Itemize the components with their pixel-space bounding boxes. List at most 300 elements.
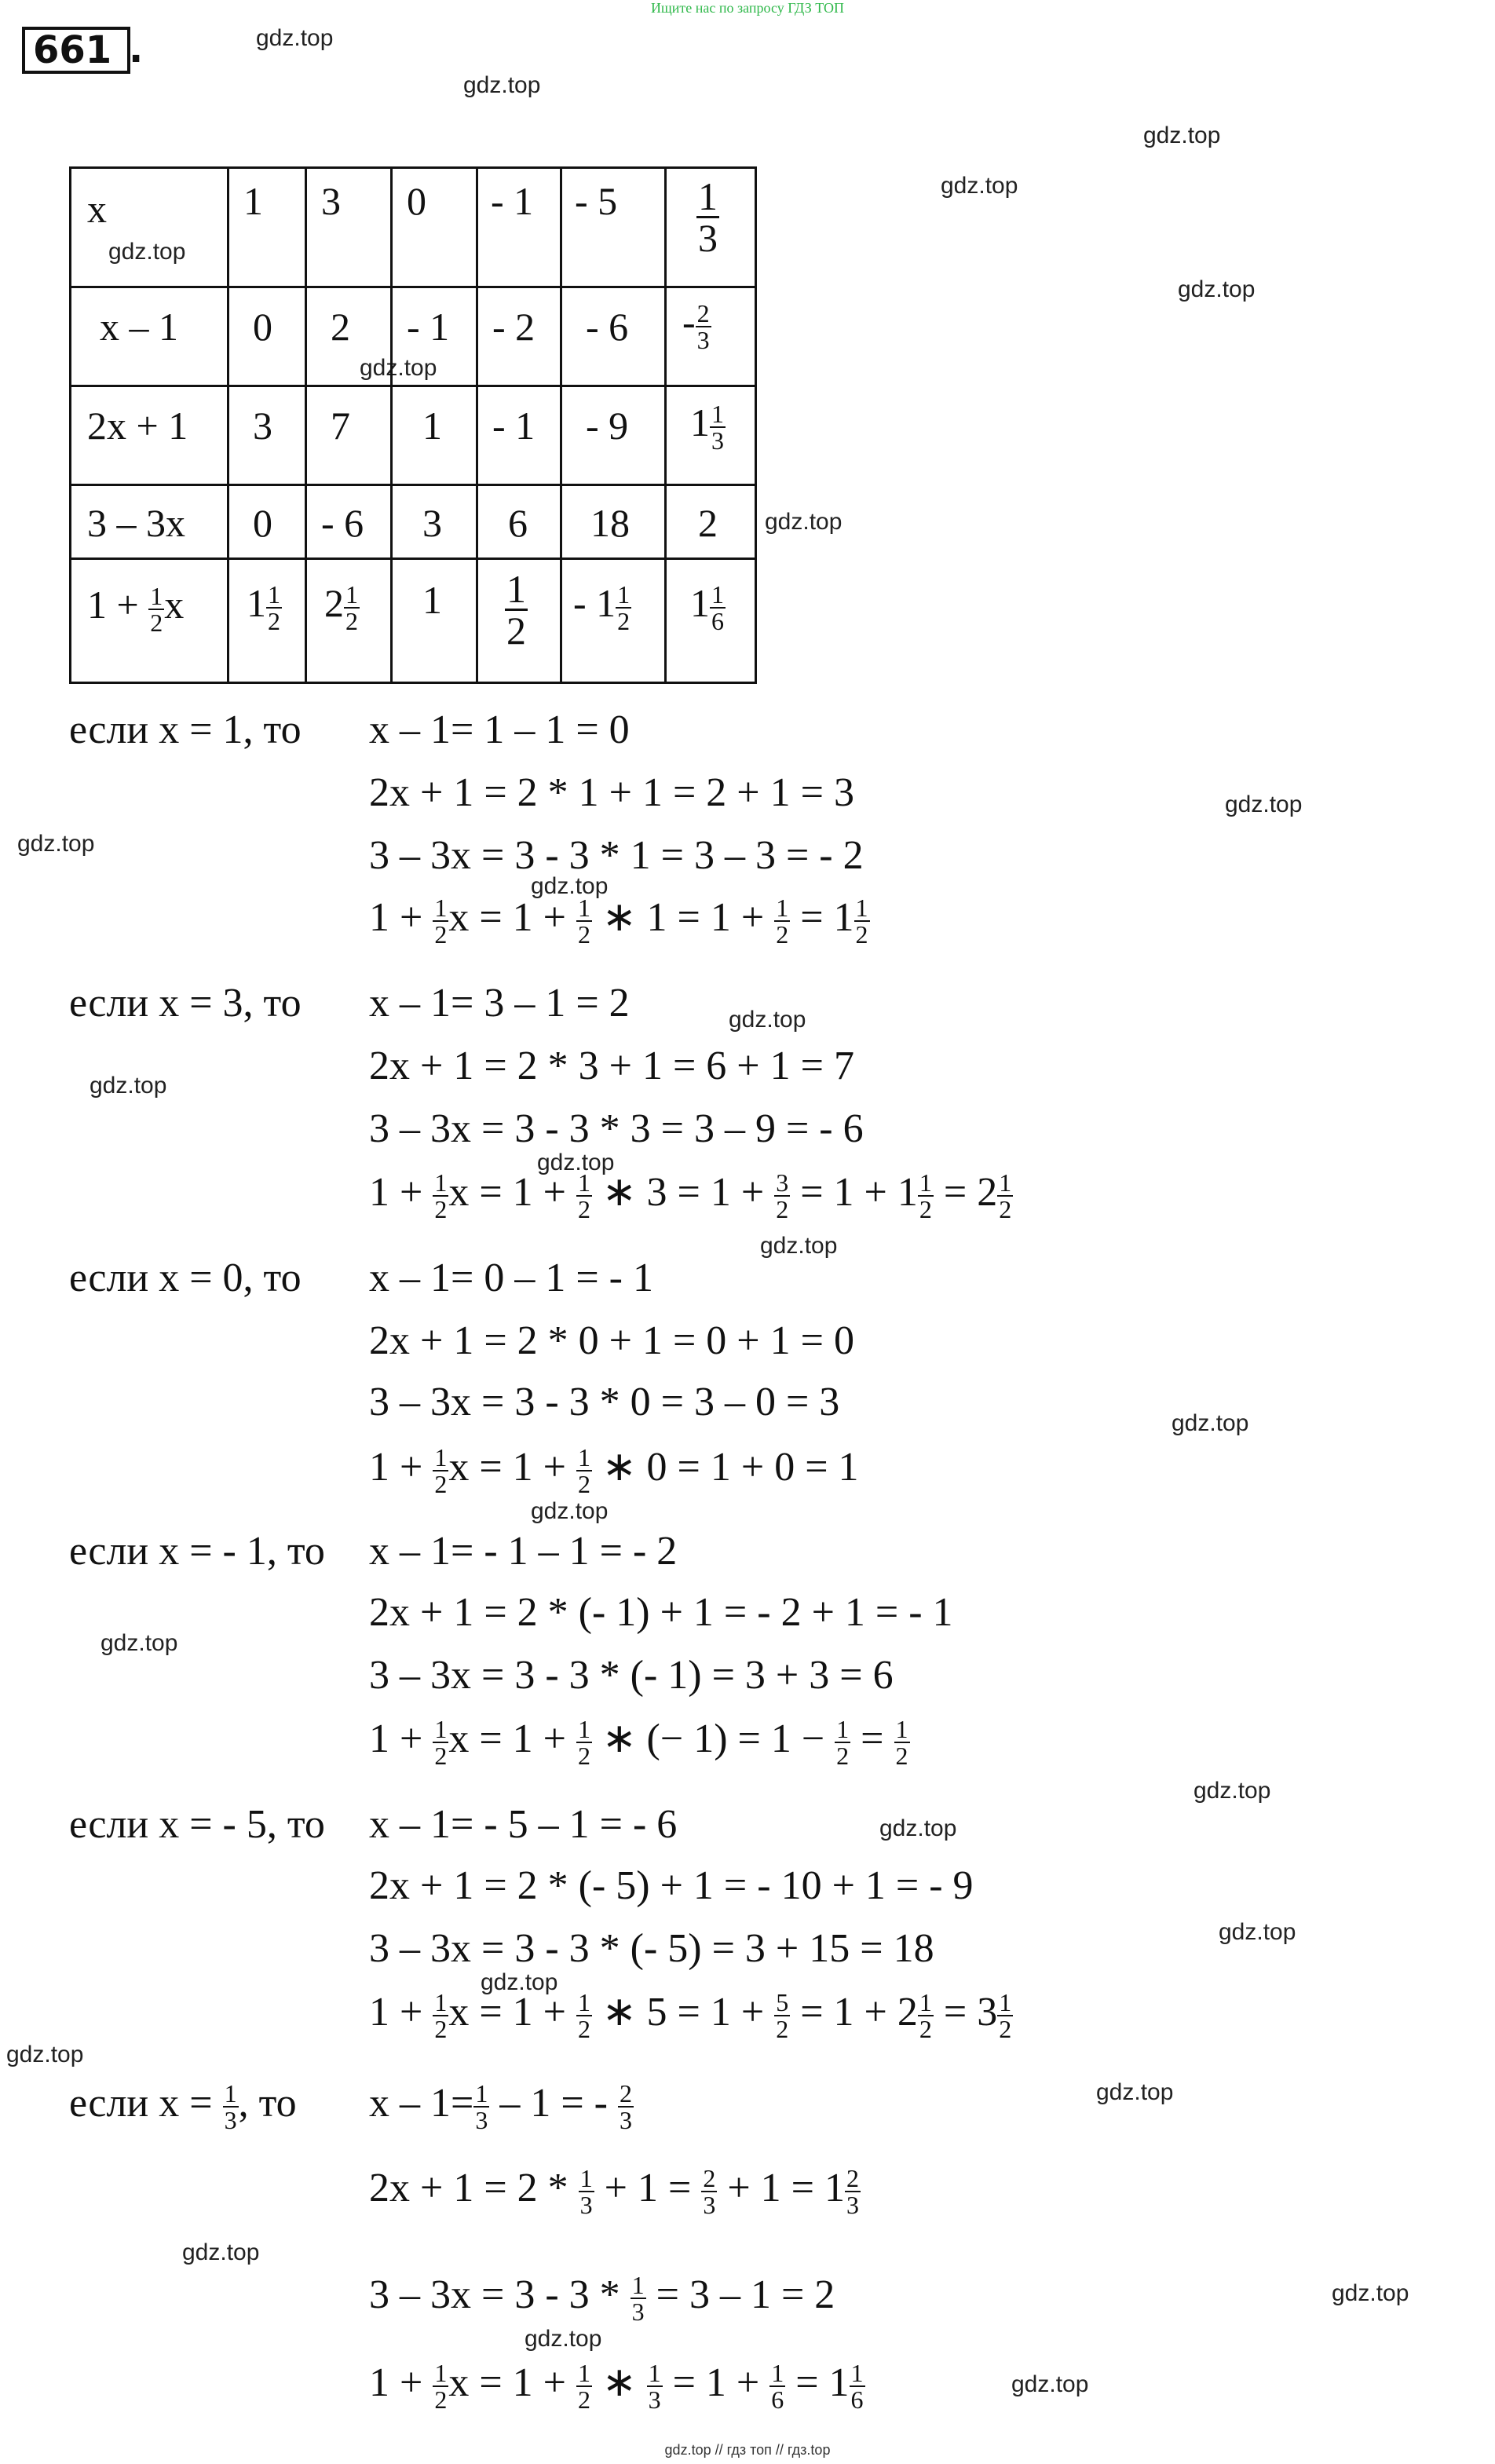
equation-line: [369, 1716, 910, 1768]
table-row: [71, 386, 756, 485]
top-banner: Ищите нас по запросу ГДЗ ТОП: [650, 0, 845, 16]
whole-part: 1: [596, 581, 616, 625]
watermark: gdz.top: [360, 355, 437, 381]
denominator: 2: [434, 2385, 448, 2414]
minus-sign: -: [682, 300, 696, 344]
watermark: gdz.top: [481, 1969, 558, 1995]
fraction: [433, 895, 448, 947]
numerator: 1: [345, 579, 358, 609]
denominator: 2: [434, 1195, 448, 1223]
watermark: gdz.top: [879, 1815, 957, 1841]
denominator: 2: [268, 606, 280, 635]
fraction: [618, 2081, 634, 2133]
fraction: [647, 2360, 663, 2412]
eq-part: x = 1 +: [448, 894, 566, 940]
fraction: [433, 1716, 448, 1768]
cell-value: 3: [321, 179, 341, 223]
denominator: 6: [850, 2385, 864, 2414]
fraction: [710, 579, 726, 635]
fraction: [223, 2081, 239, 2133]
denominator: 3: [696, 325, 710, 354]
fraction: [696, 174, 719, 260]
case-label: если x = 1, то: [69, 707, 302, 752]
equation-line: x – 1= 0 – 1 = - 1: [369, 1256, 653, 1300]
row-label: [71, 168, 228, 287]
fraction-cell: [247, 580, 282, 634]
row-label: [71, 485, 228, 559]
watermark: gdz.top: [1143, 122, 1221, 148]
eq-part: x = 1 +: [448, 1989, 566, 2034]
fraction: [576, 2360, 592, 2412]
denominator: 2: [776, 920, 789, 949]
fraction-cell: [690, 400, 726, 453]
numerator: 1: [776, 894, 789, 922]
equation-line: 2x + 1 = 2 * 0 + 1 = 0 + 1 = 0: [369, 1318, 854, 1363]
fraction-cell: [690, 580, 726, 634]
denominator: 3: [698, 216, 718, 260]
row-label-text: 1 + $\frac{1}{2}$ x: [87, 581, 185, 637]
cell-value: - 5: [575, 179, 618, 223]
eq-part: =: [861, 1716, 884, 1761]
cell-value: 0: [253, 501, 272, 545]
fraction: [918, 1990, 934, 2042]
equation-line: x – 1= 3 – 1 = 2: [369, 981, 630, 1025]
watermark: gdz.top: [531, 1498, 609, 1524]
eq-part: x – 1=: [369, 2080, 474, 2126]
eq-part: если x =: [69, 2080, 213, 2126]
numerator: 1: [434, 1988, 448, 2016]
equation-line: 2x + 1 = 2 * (- 1) + 1 = - 2 + 1 = - 1: [369, 1590, 953, 1635]
denominator: 2: [776, 1195, 789, 1223]
cell-value: 1: [422, 578, 442, 622]
watermark: gdz.top: [1096, 2079, 1174, 2105]
equation-line: [369, 2360, 865, 2412]
numerator: 1: [577, 1715, 590, 1743]
equation-line: x – 1= 1 – 1 = 0: [369, 707, 630, 752]
fraction: [710, 401, 726, 453]
row-label-text: 2x + 1: [87, 404, 188, 448]
table-cell: [561, 287, 666, 386]
table-cell: [666, 287, 756, 386]
equation-line: [369, 2272, 835, 2324]
table-cell: [666, 386, 756, 485]
case-label: если x = - 5, то: [69, 1802, 325, 1847]
fraction-cell: [573, 580, 631, 634]
fraction: [997, 1990, 1013, 2042]
case-label: если x = 3, то: [69, 981, 302, 1025]
eq-part: 1 +: [369, 1444, 423, 1490]
eq-part: + 1 = 1: [727, 2165, 845, 2210]
denominator: 2: [999, 2015, 1012, 2043]
numerator: 1: [919, 1168, 932, 1197]
denominator: 3: [475, 2106, 488, 2134]
eq-part: + 1 =: [604, 2165, 692, 2210]
numerator: 1: [577, 1988, 590, 2016]
numerator: 1: [434, 1168, 448, 1197]
watermark: gdz.top: [17, 831, 95, 857]
equation-line: 2x + 1 = 2 * (- 5) + 1 = - 10 + 1 = - 9: [369, 1863, 974, 1908]
denominator: 6: [711, 606, 724, 635]
numerator: 1: [577, 2359, 590, 2387]
eq-part: ∗ 1 = 1 +: [601, 894, 765, 940]
case-label: [69, 2081, 297, 2133]
denominator: 2: [577, 2015, 590, 2043]
equation-line: [369, 1170, 1013, 1222]
whole-part: 2: [324, 581, 344, 625]
denominator: 2: [345, 606, 358, 635]
fraction: [850, 2360, 865, 2412]
numerator: 5: [776, 1988, 789, 2016]
numerator: 1: [648, 2359, 661, 2387]
watermark: gdz.top: [765, 509, 843, 535]
eq-part: ∗ (− 1) = 1 −: [601, 1716, 825, 1761]
row-label-text: x: [87, 187, 107, 231]
numerator: 2: [619, 2079, 632, 2108]
eq-part: = 3 – 1 = 2: [656, 2272, 835, 2317]
numerator: 1: [577, 1168, 590, 1197]
table-cell: [666, 559, 756, 683]
fraction: [769, 2360, 785, 2412]
equation-line: 3 – 3x = 3 - 3 * (- 5) = 3 + 15 = 18: [369, 1926, 934, 1971]
table-cell: [392, 485, 477, 559]
row-label-text: x – 1: [100, 305, 178, 349]
table-cell: [306, 485, 392, 559]
case-label: если x = - 1, то: [69, 1529, 325, 1574]
equation-line: 2x + 1 = 2 * 3 + 1 = 6 + 1 = 7: [369, 1044, 854, 1088]
cell-value: 18: [590, 501, 630, 545]
denominator: 2: [617, 606, 631, 635]
table-cell: [306, 559, 392, 683]
fraction: [433, 1990, 448, 2042]
watermark: gdz.top: [1193, 1778, 1271, 1804]
fraction-cell: [696, 174, 719, 260]
fraction-cell: [505, 567, 528, 653]
numerator: 1: [475, 2079, 488, 2108]
cell-value: 1: [422, 404, 442, 448]
table-cell: [477, 386, 561, 485]
watermark: gdz.top: [108, 239, 186, 265]
fraction: [148, 583, 164, 635]
cell-value: - 6: [586, 305, 629, 349]
eq-part: 3 – 3x = 3 - 3 *: [369, 2272, 620, 2317]
row-label: [71, 287, 228, 386]
denominator: 2: [577, 1742, 590, 1770]
denominator: 6: [771, 2385, 784, 2414]
watermark: gdz.top: [1172, 1410, 1249, 1436]
table-cell: [228, 287, 306, 386]
fraction: [576, 1716, 592, 1768]
denominator: 3: [224, 2106, 237, 2134]
eq-part: ∗ 0 = 1 + 0 = 1: [601, 1444, 859, 1490]
fraction: [631, 2272, 646, 2324]
eq-part: x = 1 +: [448, 1444, 566, 1490]
numerator: 1: [711, 579, 724, 609]
fraction: [433, 1170, 448, 1222]
fraction: [576, 895, 592, 947]
numerator: 2: [846, 2164, 859, 2192]
task-number-dot: .: [129, 27, 144, 71]
whole-part: 1: [690, 400, 710, 444]
equation-line: [369, 2166, 861, 2217]
numerator: 1: [150, 581, 163, 610]
equation-line: 3 – 3x = 3 - 3 * (- 1) = 3 + 3 = 6: [369, 1653, 894, 1698]
cell-value: 0: [253, 305, 272, 349]
eq-part: – 1 = -: [499, 2080, 608, 2126]
cell-value: 0: [407, 179, 426, 223]
cell-value: - 1: [491, 179, 534, 223]
fraction: [918, 1170, 934, 1222]
watermark: gdz.top: [531, 873, 609, 899]
eq-part: = 1 + 1: [800, 1169, 918, 1215]
cell-value: - 2: [492, 305, 535, 349]
fraction: [774, 1170, 790, 1222]
watermark: gdz.top: [256, 25, 334, 51]
numerator: 1: [577, 1443, 590, 1471]
eq-part: ∗: [601, 2360, 637, 2405]
eq-part: x = 1 +: [448, 1716, 566, 1761]
table-row: [71, 287, 756, 386]
cell-value: 2: [698, 501, 718, 545]
watermark: gdz.top: [729, 1007, 806, 1033]
fraction: [701, 2166, 717, 2217]
table-cell: [392, 559, 477, 683]
denominator: 2: [999, 1195, 1012, 1223]
table-cell: [561, 559, 666, 683]
cell-value: 2: [331, 305, 350, 349]
row-label-text: 3 – 3x: [87, 501, 185, 545]
numerator: 3: [776, 1168, 789, 1197]
table-cell: [306, 287, 392, 386]
eq-part: ∗ 3 = 1 +: [601, 1169, 765, 1215]
numerator: 1: [434, 1443, 448, 1471]
fraction: [997, 1170, 1013, 1222]
equation-line: 2x + 1 = 2 * 1 + 1 = 2 + 1 = 3: [369, 770, 854, 815]
denominator: 2: [150, 608, 163, 637]
fraction: [576, 1170, 592, 1222]
row-label: [71, 386, 228, 485]
eq-part: = 3: [943, 1989, 998, 2034]
denominator: 2: [919, 2015, 932, 2043]
table-cell: [306, 386, 392, 485]
table-row: [71, 168, 756, 287]
watermark: gdz.top: [90, 1073, 167, 1099]
eq-part: , то: [238, 2080, 297, 2126]
equation-line: 3 – 3x = 3 - 3 * 1 = 3 – 3 = - 2: [369, 833, 864, 878]
denominator: 2: [434, 2015, 448, 2043]
table-row: [71, 485, 756, 559]
fraction: [505, 567, 528, 653]
eq-part: = 1 + 2: [800, 1989, 918, 2034]
fraction-cell: [682, 299, 711, 353]
equation-line: [369, 1445, 859, 1497]
numerator: 1: [506, 567, 526, 611]
denominator: 2: [776, 2015, 789, 2043]
numerator: 1: [631, 2271, 645, 2299]
numerator: 1: [434, 2359, 448, 2387]
numerator: 1: [895, 1715, 908, 1743]
eq-part: = 1: [795, 2360, 850, 2405]
denominator: 3: [648, 2385, 661, 2414]
denominator: 3: [579, 2191, 593, 2219]
eq-part: 1 +: [369, 2360, 423, 2405]
eq-part: = 1 +: [672, 2360, 760, 2405]
eq-part: ∗ 5 = 1 +: [601, 1989, 765, 2034]
denominator: 3: [619, 2106, 632, 2134]
numerator: 1: [698, 174, 718, 218]
equation-line: 3 – 3x = 3 - 3 * 0 = 3 – 0 = 3: [369, 1380, 840, 1424]
watermark: gdz.top: [941, 173, 1018, 199]
numerator: 1: [268, 579, 280, 609]
cell-value: - 1: [492, 404, 535, 448]
table-cell: [477, 559, 561, 683]
equation-line: x – 1= - 5 – 1 = - 6: [369, 1802, 678, 1847]
watermark: gdz.top: [1011, 2371, 1089, 2397]
equation-line: [369, 895, 870, 947]
table-cell: [306, 168, 392, 287]
denominator: 2: [895, 1742, 908, 1770]
watermark: gdz.top: [760, 1233, 838, 1259]
table-cell: [561, 386, 666, 485]
denominator: 2: [577, 1195, 590, 1223]
numerator: 2: [703, 2164, 716, 2192]
denominator: 2: [434, 1742, 448, 1770]
table-cell: [228, 168, 306, 287]
denominator: 3: [631, 2298, 645, 2326]
fraction: [433, 1445, 448, 1497]
numerator: 1: [999, 1988, 1012, 2016]
eq-part: = 1: [800, 894, 854, 940]
watermark: gdz.top: [1225, 791, 1303, 817]
fraction: [579, 2166, 594, 2217]
fraction: [616, 579, 631, 635]
eq-part: = 2: [943, 1169, 998, 1215]
eq-part: x = 1 +: [448, 2360, 566, 2405]
cell-value: 7: [331, 404, 350, 448]
row-label: [71, 559, 228, 683]
watermark: gdz.top: [1219, 1919, 1296, 1945]
task-number: 661: [22, 27, 130, 74]
numerator: 1: [711, 399, 724, 428]
eq-part: 1 +: [369, 1169, 423, 1215]
table-cell: [477, 485, 561, 559]
fraction: [696, 298, 711, 354]
table-cell: [666, 485, 756, 559]
denominator: 2: [434, 1470, 448, 1498]
cell-value: - 9: [586, 404, 629, 448]
table-cell: [561, 168, 666, 287]
cell-value: 3: [253, 404, 272, 448]
fraction-cell: [324, 580, 360, 634]
cell-value: 6: [508, 501, 528, 545]
numerator: 1: [999, 1168, 1012, 1197]
watermark: gdz.top: [1178, 276, 1256, 302]
eq-part: 2x + 1 = 2 *: [369, 2165, 568, 2210]
equation-line: 3 – 3x = 3 - 3 * 3 = 3 – 9 = - 6: [369, 1106, 864, 1151]
case-label: если x = 0, то: [69, 1256, 302, 1300]
denominator: 2: [919, 1195, 932, 1223]
fraction: [894, 1716, 910, 1768]
numerator: 1: [577, 894, 590, 922]
watermark: gdz.top: [525, 2326, 602, 2352]
numerator: 1: [836, 1715, 850, 1743]
whole-part: 1: [690, 581, 710, 625]
watermark: gdz.top: [463, 72, 541, 98]
watermark: gdz.top: [6, 2042, 84, 2067]
fraction: [835, 1716, 850, 1768]
numerator: 1: [617, 579, 631, 609]
denominator: 2: [577, 1470, 590, 1498]
footer-watermark: gdz.top // гдз топ // гдз.top: [664, 2442, 831, 2458]
eq-part: 1 +: [369, 894, 423, 940]
table-cell: [477, 168, 561, 287]
numerator: 1: [434, 1715, 448, 1743]
numerator: 1: [855, 894, 868, 922]
fraction: [774, 895, 790, 947]
eq-part: 1 +: [369, 1989, 423, 2034]
fraction: [266, 579, 282, 635]
numerator: 1: [224, 2079, 237, 2108]
values-table: [69, 166, 757, 684]
table-cell: [561, 485, 666, 559]
fraction: [774, 1990, 790, 2042]
numerator: 1: [919, 1988, 932, 2016]
equation-line: x – 1= - 1 – 1 = - 2: [369, 1529, 678, 1574]
cell-value: - 1: [407, 305, 450, 349]
watermark: gdz.top: [1332, 2280, 1409, 2306]
fraction: [344, 579, 360, 635]
equation-line: [369, 2081, 634, 2133]
table-cell: [477, 287, 561, 386]
watermark: gdz.top: [537, 1150, 615, 1175]
table-cell: [392, 386, 477, 485]
denominator: 2: [434, 920, 448, 949]
table-cell: [228, 559, 306, 683]
denominator: 3: [703, 2191, 716, 2219]
numerator: 1: [771, 2359, 784, 2387]
watermark: gdz.top: [182, 2239, 260, 2265]
table-cell: [228, 386, 306, 485]
table-cell: [392, 168, 477, 287]
equation-line: [369, 1990, 1013, 2042]
denominator: 2: [836, 1742, 850, 1770]
denominator: 3: [846, 2191, 859, 2219]
eq-part: x = 1 +: [448, 1169, 566, 1215]
fraction: [433, 2360, 448, 2412]
denominator: 3: [711, 426, 724, 455]
fraction: [576, 1990, 592, 2042]
table-row: [71, 559, 756, 683]
fraction: [576, 1445, 592, 1497]
cell-value: 3: [422, 501, 442, 545]
label-part: 1: [87, 583, 107, 627]
denominator: 2: [506, 609, 526, 653]
watermark: gdz.top: [101, 1630, 178, 1656]
numerator: 1: [579, 2164, 593, 2192]
minus-sign: -: [573, 581, 597, 625]
denominator: 2: [855, 920, 868, 949]
numerator: 1: [850, 2359, 864, 2387]
numerator: 2: [696, 298, 710, 327]
denominator: 2: [577, 920, 590, 949]
table-cell: [228, 485, 306, 559]
cell-value: 1: [243, 179, 263, 223]
table-cell: [666, 168, 756, 287]
whole-part: 1: [247, 581, 266, 625]
cell-value: - 6: [321, 501, 364, 545]
fraction: [473, 2081, 489, 2133]
fraction: [854, 895, 870, 947]
table-cell: [392, 287, 477, 386]
